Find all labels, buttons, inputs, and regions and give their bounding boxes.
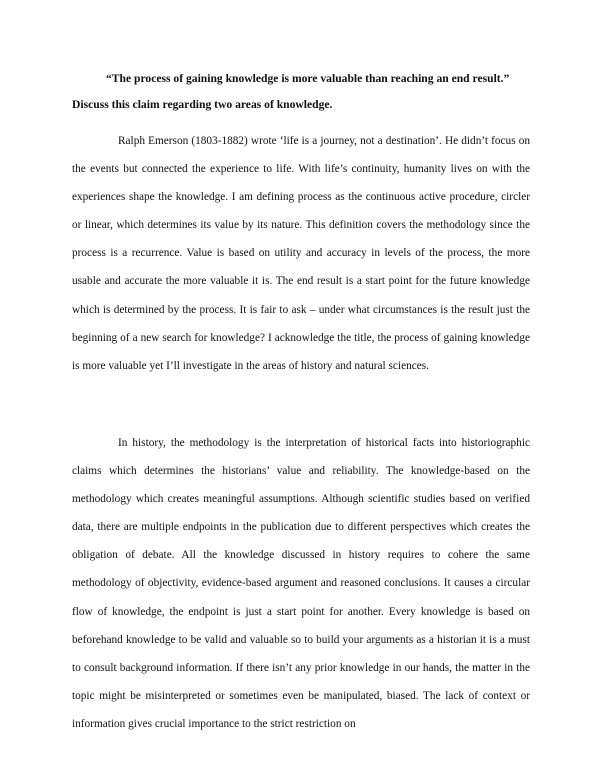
essay-title: “The process of gaining knowledge is more valuable than reaching an end result.”: [106, 72, 510, 85]
paragraph-intro: Ralph Emerson (1803-1882) wrote ‘life is a journey, not a destination’. He didn’t focus on the events but connected the experience to life. With life’s continuity, humanity lives on with the experiences shape the knowledge. I am defining process as the continuous active procedure, circler or linear, which determines its value by its nature. This definition covers the methodology since the process is a recurrence. Value is based on utility and accuracy in levels of the process, the more usable and accurate the more valuable it is. The end result is a start point for the future knowledge which is determined by the process. It is fair to ask – under what circumstances is the result just the beginning of a new search for knowledge? I acknowledge the title, the process of gaining knowledge is more valuable yet I’ll investigate in the areas of history and natural sciences.: [72, 135, 530, 372]
essay-subtitle: Discuss this claim regarding two areas of knowledge.: [72, 98, 333, 111]
paragraph-history: In history, the methodology is the interpretation of historical facts into historiographic claims which determines the historians’ value and reliability. The knowledge-based on the methodology which creates meaningful assumptions. Although scientific studies based on verified data, there are multiple endpoints in the publication due to different perspectives which creates the obligation of debate. All the knowledge discussed in history requires to cohere the same methodology of objectivity, evidence-based argument and reasoned conclusions. It causes a circular flow of knowledge, the endpoint is just a start point for another. Every knowledge is based on beforehand knowledge to be valid and valuable so to build your arguments as a historian it is a must to consult background information. If there isn’t any prior knowledge in our hands, the matter in the topic might be misinterpreted or sometimes even be manipulated, biased. The lack of context or information gives crucial importance to the strict restriction on: [72, 437, 530, 730]
